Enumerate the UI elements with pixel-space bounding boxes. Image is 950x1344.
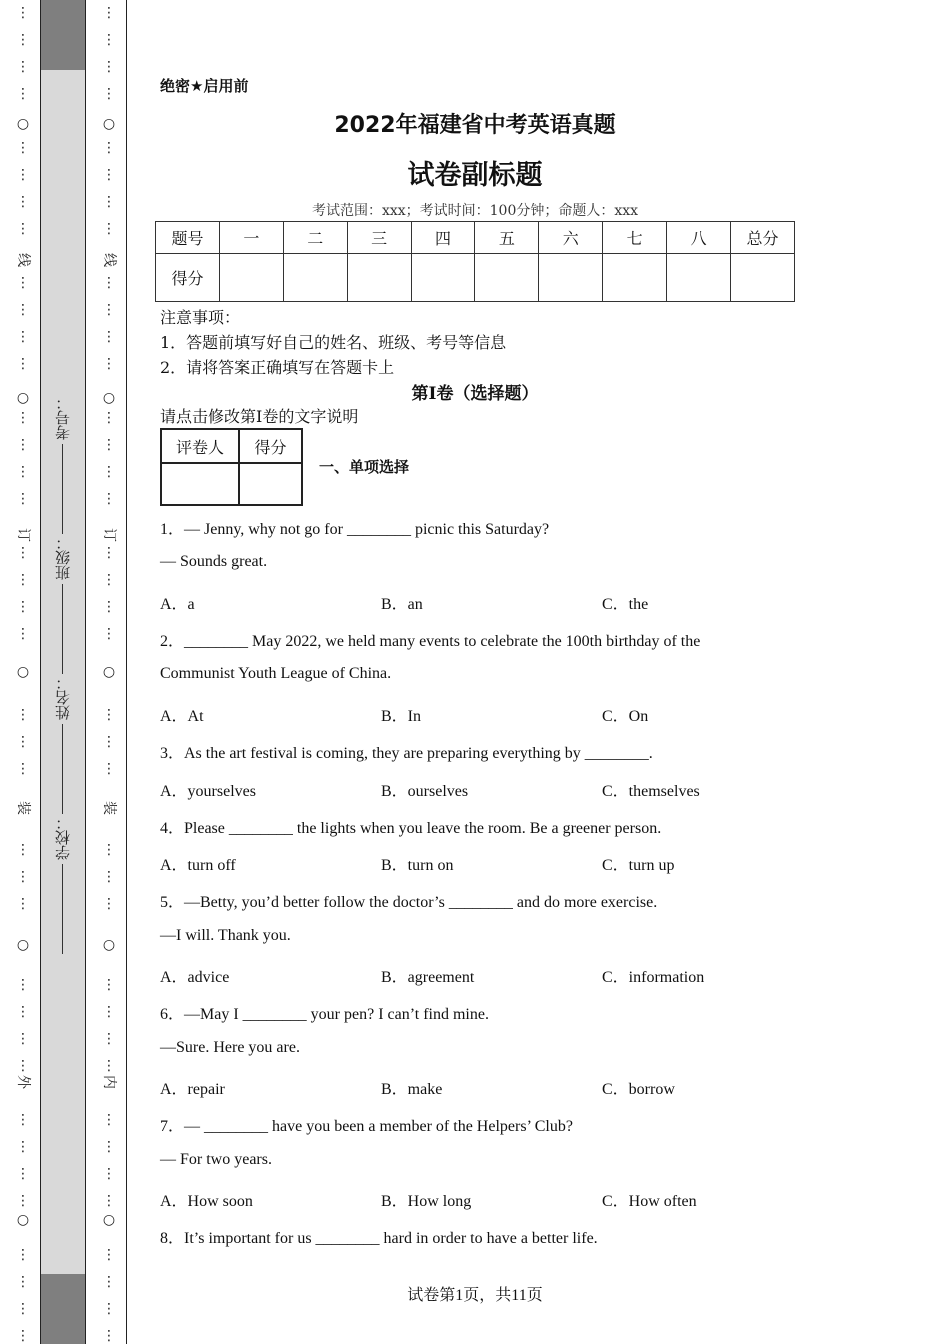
dot-separator: ⋮: [102, 707, 116, 723]
score-header-cell: 二: [283, 222, 347, 254]
dot-separator: ⋮: [16, 1274, 30, 1290]
question-line: 4．Please ________ the lights when you leave the room. Be a greener person.: [160, 820, 662, 837]
question-line: 6．—May I ________ your pen? I can’t find mine.: [160, 1006, 489, 1023]
dot-separator: ⋮: [102, 275, 116, 291]
question-line: 7．— ________ have you been a member of the Helpers’ Club?: [160, 1118, 573, 1135]
field-class: 班级：: [52, 535, 74, 674]
dot-separator: ⋮: [102, 896, 116, 912]
dot-separator: ⋮: [102, 59, 116, 75]
inner-dotted-column: [98, 0, 120, 1344]
score-table: [155, 221, 795, 302]
score-cell: [411, 254, 475, 302]
dot-separator: ⋮: [102, 356, 116, 372]
score-cell: [603, 254, 667, 302]
dot-separator: ⋮: [16, 1031, 30, 1047]
score-cell: [667, 254, 731, 302]
dot-separator: ⋮: [16, 221, 30, 237]
binding-word: 装: [101, 801, 117, 815]
question-line: Communist Youth League of China.: [160, 665, 392, 682]
score-table-score-row: [156, 254, 795, 302]
dot-separator: ⋮: [102, 140, 116, 156]
score-header-cell: 五: [475, 222, 539, 254]
confidential-label: 绝密★启用前: [160, 77, 249, 95]
dot-separator: ⋮: [16, 437, 30, 453]
option: B．In: [381, 708, 422, 725]
score-header-cell: 三: [347, 222, 411, 254]
notes-item: 1．答题前填写好自己的姓名、班级、考号等信息: [160, 333, 507, 352]
score-cell: [539, 254, 603, 302]
dot-separator: ⋮: [16, 329, 30, 345]
dot-separator: ⋮: [16, 1004, 30, 1020]
dot-separator: ⋮: [16, 464, 30, 480]
dot-separator: ⋮: [102, 221, 116, 237]
score-row-label: 得分: [156, 254, 220, 302]
dot-separator: ⋮: [102, 437, 116, 453]
dot-separator: ⋮: [16, 1328, 30, 1344]
score-header-cell: 七: [603, 222, 667, 254]
field-name: 姓名：: [52, 675, 74, 814]
dot-separator: ⋮: [16, 599, 30, 615]
circle-mark: ○: [16, 664, 30, 680]
score-header-cell: 一: [219, 222, 283, 254]
score-header-cell: 六: [539, 222, 603, 254]
score-cell: [475, 254, 539, 302]
option: A．turn off: [160, 857, 236, 874]
score-table-header-row: [156, 222, 795, 254]
question-line: 2．________ May 2022, we held many events to celebrate the 100th birthday of the: [160, 633, 701, 650]
dot-separator: ⋮: [16, 32, 30, 48]
question-line: 8．It’s important for us ________ hard in order to have a better life.: [160, 1230, 598, 1247]
score-header-cell: 四: [411, 222, 475, 254]
option: C．the: [602, 596, 649, 613]
dot-separator: ⋮: [102, 167, 116, 183]
outer-dotted-column: [12, 0, 34, 1344]
score-header-cell: 总分: [731, 222, 795, 254]
dot-separator: ⋮: [16, 167, 30, 183]
binding-word: 外: [15, 1075, 31, 1089]
section-description: 请点击修改第I卷的文字说明: [160, 407, 359, 426]
binding-word: 订: [101, 528, 117, 542]
option: C．information: [602, 969, 705, 986]
dot-separator: ⋮: [102, 599, 116, 615]
option: C．themselves: [602, 783, 700, 800]
option: A．yourselves: [160, 783, 256, 800]
score-cell: [347, 254, 411, 302]
circle-mark: ○: [16, 390, 30, 406]
dot-separator: ⋮: [102, 1274, 116, 1290]
dot-separator: ⋮: [102, 1166, 116, 1182]
dot-separator: ⋮: [16, 761, 30, 777]
dot-separator: ⋮: [16, 869, 30, 885]
exam-info: 考试范围：xxx；考试时间：100分钟；命题人：xxx: [311, 203, 639, 219]
band-dark-top: [41, 0, 85, 70]
dot-separator: ⋮: [16, 1247, 30, 1263]
binding-word: 线: [101, 253, 117, 267]
dot-separator: ⋮: [102, 761, 116, 777]
dot-separator: ⋮: [16, 275, 30, 291]
dot-separator: ⋮: [16, 5, 30, 21]
dot-separator: ⋮: [16, 1193, 30, 1209]
dot-separator: ⋮: [102, 977, 116, 993]
dot-separator: ⋮: [102, 869, 116, 885]
question-line: —Sure. Here you are.: [160, 1039, 300, 1056]
dot-separator: ⋮: [16, 572, 30, 588]
dot-separator: ⋮: [102, 410, 116, 426]
grader-label: 评卷人: [161, 429, 239, 463]
question-line: — Sounds great.: [160, 553, 268, 570]
option: B．agreement: [381, 969, 475, 986]
dot-separator: ⋮: [102, 1193, 116, 1209]
question-line: 3．As the art festival is coming, they are preparing everything by ________.: [160, 745, 653, 762]
circle-mark: ○: [102, 1212, 116, 1228]
score-cell: [731, 254, 795, 302]
option: B．turn on: [381, 857, 454, 874]
notes: [160, 305, 506, 380]
dot-separator: ⋮: [102, 1328, 116, 1344]
grader-box: [160, 428, 303, 506]
circle-mark: ○: [102, 937, 116, 953]
dot-separator: ⋮: [102, 86, 116, 102]
binding-word: 内: [101, 1075, 117, 1089]
dot-separator: ⋮: [16, 59, 30, 75]
dot-separator: ⋮: [102, 842, 116, 858]
dot-separator: ⋮: [102, 32, 116, 48]
dot-separator: ⋮: [102, 329, 116, 345]
grader-cell: [161, 463, 239, 505]
band-dark-bottom: [41, 1274, 85, 1344]
dot-separator: ⋮: [16, 626, 30, 642]
circle-mark: ○: [102, 116, 116, 132]
dot-separator: ⋮: [102, 1058, 116, 1074]
part-title: 一、单项选择: [319, 458, 410, 476]
score-header-cell: 题号: [156, 222, 220, 254]
question-line: 1．— Jenny, why not go for ________ picnic this Saturday?: [160, 521, 550, 538]
option: A．advice: [160, 969, 230, 986]
dot-separator: ⋮: [102, 5, 116, 21]
score-cell: [239, 463, 302, 505]
score-label: 得分: [239, 429, 302, 463]
dot-separator: ⋮: [16, 86, 30, 102]
dot-separator: ⋮: [102, 572, 116, 588]
circle-mark: ○: [16, 1212, 30, 1228]
dot-separator: ⋮: [16, 491, 30, 507]
dot-separator: ⋮: [102, 1301, 116, 1317]
binding-word: 装: [15, 801, 31, 815]
dot-separator: ⋮: [102, 464, 116, 480]
dot-separator: ⋮: [16, 977, 30, 993]
option: A．At: [160, 708, 204, 725]
dot-separator: ⋮: [16, 1166, 30, 1182]
option: A．How soon: [160, 1193, 253, 1210]
option: B．ourselves: [381, 783, 469, 800]
dot-separator: ⋮: [16, 545, 30, 561]
binding-word: 订: [15, 528, 31, 542]
binding-word: 线: [15, 253, 31, 267]
option: C．On: [602, 708, 649, 725]
option: A．repair: [160, 1081, 225, 1098]
option: B．an: [381, 596, 423, 613]
question-line: — For two years.: [160, 1151, 272, 1168]
score-cell: [283, 254, 347, 302]
dot-separator: ⋮: [16, 302, 30, 318]
score-cell: [219, 254, 283, 302]
section-title: 第I卷（选择题）: [411, 384, 539, 404]
circle-mark: ○: [16, 116, 30, 132]
dot-separator: ⋮: [102, 1247, 116, 1263]
option: C．turn up: [602, 857, 675, 874]
page-footer: 试卷第1页，共11页: [407, 1287, 543, 1304]
dot-separator: ⋮: [16, 140, 30, 156]
dot-separator: ⋮: [102, 1031, 116, 1047]
option: A．a: [160, 596, 195, 613]
dot-separator: ⋮: [16, 842, 30, 858]
score-header-cell: 八: [667, 222, 731, 254]
dot-separator: ⋮: [102, 302, 116, 318]
dot-separator: ⋮: [16, 410, 30, 426]
dot-separator: ⋮: [16, 707, 30, 723]
option: B．How long: [381, 1193, 472, 1210]
exam-subtitle: 试卷副标题: [407, 160, 543, 191]
notes-item: 2．请将答案正确填写在答题卡上: [160, 358, 395, 377]
dot-separator: ⋮: [16, 356, 30, 372]
dot-separator: ⋮: [102, 1112, 116, 1128]
dot-separator: ⋮: [16, 734, 30, 750]
option: B．make: [381, 1081, 443, 1098]
dot-separator: ⋮: [102, 545, 116, 561]
dot-separator: ⋮: [16, 1112, 30, 1128]
option: C．borrow: [602, 1081, 675, 1098]
dot-separator: ⋮: [102, 1139, 116, 1155]
dot-separator: ⋮: [102, 1004, 116, 1020]
question-line: —I will. Thank you.: [160, 927, 291, 944]
circle-mark: ○: [102, 390, 116, 406]
dot-separator: ⋮: [16, 1058, 30, 1074]
question-line: 5．—Betty, you’d better follow the doctor’s ________ and do more exercise.: [160, 894, 658, 911]
dot-separator: ⋮: [102, 194, 116, 210]
dot-separator: ⋮: [16, 1301, 30, 1317]
dot-separator: ⋮: [16, 1139, 30, 1155]
student-info-fields: [52, 395, 74, 955]
notes-title: 注意事项：: [160, 308, 241, 327]
dot-separator: ⋮: [102, 734, 116, 750]
circle-mark: ○: [16, 937, 30, 953]
dot-separator: ⋮: [102, 491, 116, 507]
field-school: 学校：: [52, 815, 74, 954]
exam-title: 2022年福建省中考英语真题: [334, 113, 616, 138]
circle-mark: ○: [102, 664, 116, 680]
dot-separator: ⋮: [16, 194, 30, 210]
dot-separator: ⋮: [102, 626, 116, 642]
field-exam-number: 考号：: [52, 395, 74, 534]
dot-separator: ⋮: [16, 896, 30, 912]
option: C．How often: [602, 1193, 697, 1210]
